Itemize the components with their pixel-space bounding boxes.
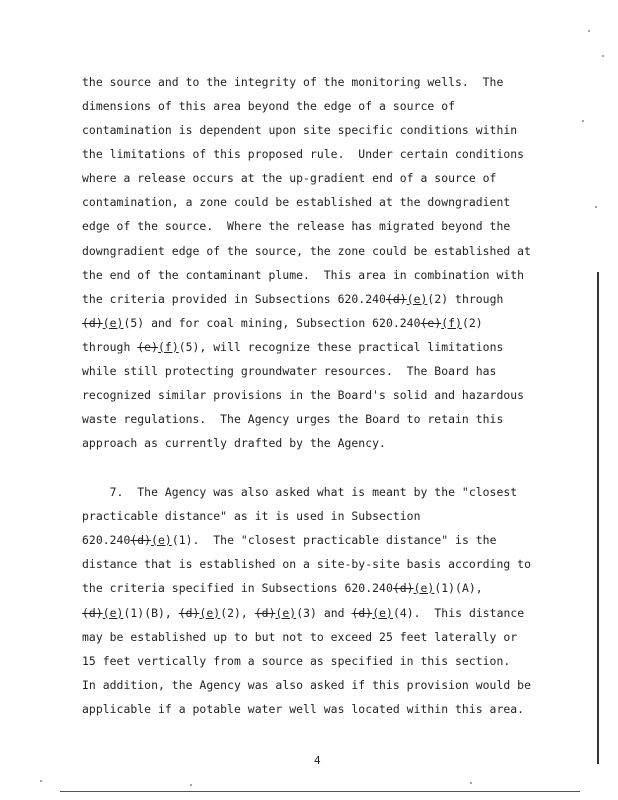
text-segment: (5) and for coal mining, Subsection 620.240 xyxy=(123,316,421,330)
text-line: the end of the contaminant plume. This area in combination with xyxy=(82,268,525,282)
text-line: 7. The Agency was also asked what is meant by the "closest xyxy=(82,485,518,499)
text-line: contamination is dependent upon site specific conditions within xyxy=(82,123,518,137)
scan-speck xyxy=(582,120,584,122)
text-line: may be established up to but not to exceed 25 feet laterally or xyxy=(82,630,518,644)
text-line: edge of the source. Where the release has migrated beyond the xyxy=(82,219,511,233)
page-number: 4 xyxy=(314,754,321,767)
text-line xyxy=(82,533,497,547)
deleted-text: (d) xyxy=(130,533,152,547)
inserted-text: (f) xyxy=(158,340,179,354)
text-line: distance that is established on a site-by-site basis according to xyxy=(82,557,532,571)
inserted-text: (f) xyxy=(441,316,462,330)
text-line xyxy=(82,606,524,620)
text-segment: (2), xyxy=(220,606,255,620)
deleted-text: (d) xyxy=(82,606,103,620)
text-segment: (3) and xyxy=(296,606,352,620)
deleted-text: (e) xyxy=(420,316,442,330)
text-segment: (2) xyxy=(461,316,483,330)
scan-speck xyxy=(602,55,604,57)
scan-speck xyxy=(470,782,472,784)
text-segment: (4). This distance xyxy=(392,606,525,620)
text-segment: the criteria provided in Subsections 620.240 xyxy=(82,292,386,306)
text-line: 15 feet vertically from a source as specified in this section. xyxy=(82,654,511,668)
text-segment: (1)(B), xyxy=(123,606,179,620)
text-line: In addition, the Agency was also asked if this provision would be xyxy=(82,678,532,692)
text-segment: (2) through xyxy=(427,292,504,306)
text-line: approach as currently drafted by the Agency. xyxy=(82,436,386,450)
text-line: where a release occurs at the up-gradient end of a source of xyxy=(82,171,497,185)
scan-speck xyxy=(40,780,42,782)
inserted-text: (e) xyxy=(275,606,297,620)
text-line: applicable if a potable water well was located within this area. xyxy=(82,702,525,716)
deleted-text: (d) xyxy=(254,606,276,620)
text-segment: 620.240 xyxy=(82,533,131,547)
text-line: the limitations of this proposed rule. Under certain conditions xyxy=(82,147,525,161)
deleted-text: (e) xyxy=(137,340,158,354)
inserted-text: (e) xyxy=(151,533,172,547)
text-segment: (1). The "closest practicable distance" is the xyxy=(171,533,497,547)
deleted-text: (d) xyxy=(82,316,103,330)
text-line: downgradient edge of the source, the zone could be established at xyxy=(82,244,532,258)
scan-speck xyxy=(595,206,597,208)
inserted-text: (e) xyxy=(406,292,428,306)
text-line: practicable distance" as it is used in Subsection xyxy=(82,509,421,523)
text-line: waste regulations. The Agency urges the Board to retain this xyxy=(82,412,504,426)
inserted-text: (e) xyxy=(199,606,221,620)
inserted-text: (e) xyxy=(102,316,124,330)
text-line: dimensions of this area beyond the edge of a source of xyxy=(82,99,456,113)
bottom-scan-line xyxy=(60,791,580,792)
deleted-text: (d) xyxy=(178,606,200,620)
inserted-text: (e) xyxy=(102,606,124,620)
margin-revision-bar xyxy=(597,272,599,764)
text-line: recognized similar provisions in the Board's solid and hazardous xyxy=(82,388,525,402)
scan-speck xyxy=(190,784,192,786)
inserted-text: (e) xyxy=(372,606,393,620)
text-line: contamination, a zone could be established at the downgradient xyxy=(82,195,511,209)
scan-speck xyxy=(588,30,590,32)
text-segment: (1)(A), xyxy=(434,581,483,595)
text-segment: the criteria specified in Subsections 620.240 xyxy=(82,581,393,595)
text-segment: (5), will recognize these practical limitations xyxy=(178,340,504,354)
text-segment: through xyxy=(82,340,138,354)
text-line: while still protecting groundwater resources. The Board has xyxy=(82,364,497,378)
inserted-text: (e) xyxy=(413,581,435,595)
deleted-text: (d) xyxy=(385,292,407,306)
deleted-text: (d) xyxy=(351,606,373,620)
text-line xyxy=(82,340,503,354)
text-line xyxy=(82,316,483,330)
text-line xyxy=(82,292,503,306)
text-line xyxy=(82,581,483,595)
text-line: the source and to the integrity of the monitoring wells. The xyxy=(82,75,504,89)
deleted-text: (d) xyxy=(392,581,414,595)
